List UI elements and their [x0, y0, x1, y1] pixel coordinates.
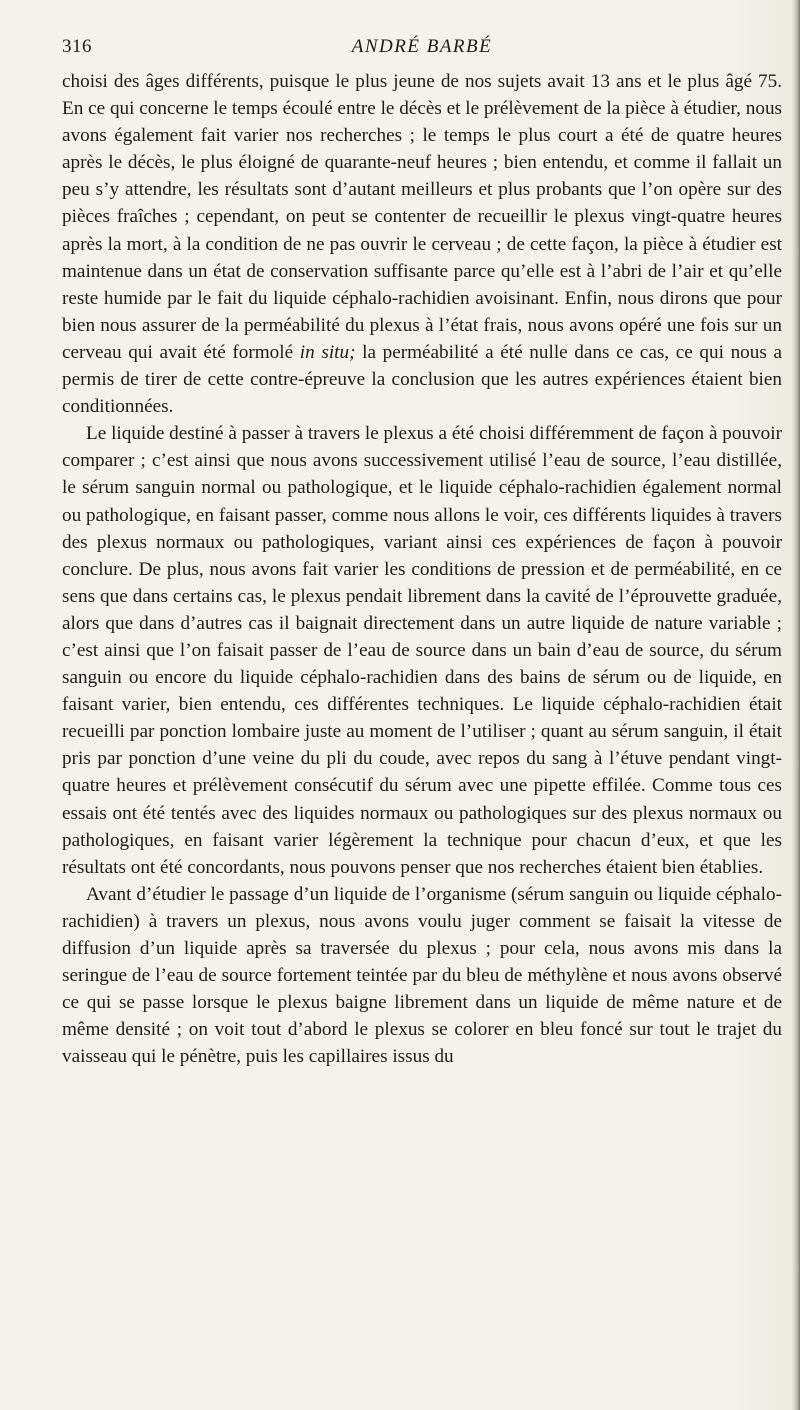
paragraph-1 — [62, 68, 782, 420]
page-header — [62, 36, 782, 68]
paragraph-1-text-start: choisi des âges différents, puisque le plus jeune de nos sujets avait 13 ans et le plus âgé 75. En ce qui concerne le temps écoulé entre le décès et le prélèvement de la pièce à étudier, nous avons également fait varier nos recherches ; le temps le plus court a été de quatre heures après le décès, le plus éloigné de quarante-neuf heures ; bien entendu, et comme il fallait un peu s’y attendre, les résultats sont d’autant meilleurs et plus probants que l’on opère sur des pièces fraîches ; cependant, on peut se contenter de recueillir le plexus vingt-quatre heures après la mort, à la condition de ne pas ouvrir le cerveau ; de cette façon, la pièce à étudier est maintenue dans un état de conservation suffisante parce qu’elle est à l’abri de l’air et qu’elle reste humide par le fait du liquide céphalo-rachidien avoisinant. Enfin, nous dirons que pour bien nous assurer de la perméabilité du plexus à l’état frais, nous avons opéré une fois sur un cerveau qui avait été formolé — [62, 71, 783, 363]
paragraph-3: Avant d’étudier le passage d’un liquide de l’organisme (sérum sanguin ou liquide céphalo-rachidien) à travers un plexus, nous avons voulu juger comment se faisait la vitesse de diffusion d’un liquide après sa traversée du plexus ; pour cela, nous avons mis dans la seringue de l’eau de source fortement teintée par du bleu de méthylène et nous avons observé ce qui se passe lorsque le plexus baigne librement dans un liquide de même nature et de même densité ; on voit tout d’abord le plexus se colorer en bleu foncé sur tout le trajet du vaisseau qui le pénètre, puis les capillaires issus du — [62, 883, 782, 1068]
page-edge-shadow — [792, 0, 800, 1410]
page-body — [62, 68, 782, 1070]
paragraph-2: Le liquide destiné à passer à travers le plexus a été choisi différemment de façon à pouvoir comparer ; c’est ainsi que nous avons successivement utilisé l’eau de source, l’eau distillée, le sérum sanguin normal ou pathologique, et le liquide céphalo-rachidien également normal ou pathologique, en faisant passer, comme nous allons le voir, ces différents liquides à travers des plexus normaux ou pathologiques, variant ainsi ces expériences de façon à pouvoir conclure. De plus, nous avons fait varier les conditions de pression et de perméabilité, en ce sens que dans certains cas, le plexus pendait librement dans la cavité de l’éprouvette graduée, alors que dans d’autres cas il baignait directement dans un autre liquide de nature variable ; c’est ainsi que l’on faisait passer de l’eau de source dans un bain d’eau de source, du sérum sanguin ou encore du liquide céphalo-rachidien dans des bains de sérum ou de liquide, en faisant varier, bien entendu, ces différentes techniques. Le liquide céphalo-rachidien était recueilli par ponction lombaire juste au moment de l’utiliser ; quant au sérum sanguin, il était pris par ponction d’une veine du pli du coude, avec repos du sang à l’étuve pendant vingt-quatre heures et prélèvement consécutif du sérum avec une pipette effilée. Comme tous ces essais ont été tentés avec des liquides normaux ou pathologiques sur des plexus normaux ou pathologiques, en faisant varier légèrement la technique pour chacun d’eux, et que les résultats ont été concordants, nous pouvons penser que nos recherches étaient bien établies. — [62, 423, 782, 878]
paragraph-1-text-end: la perméabilité a été nulle dans ce cas, ce qui nous a permis de tirer de cette contre-épreuve la conclusion que les autres expériences étaient bien conditionnées. — [62, 341, 782, 418]
page-number: 316 — [62, 36, 92, 57]
paragraph-1-italic-term: in situ; — [299, 341, 356, 363]
running-title: ANDRÉ BARBÉ — [351, 36, 493, 57]
